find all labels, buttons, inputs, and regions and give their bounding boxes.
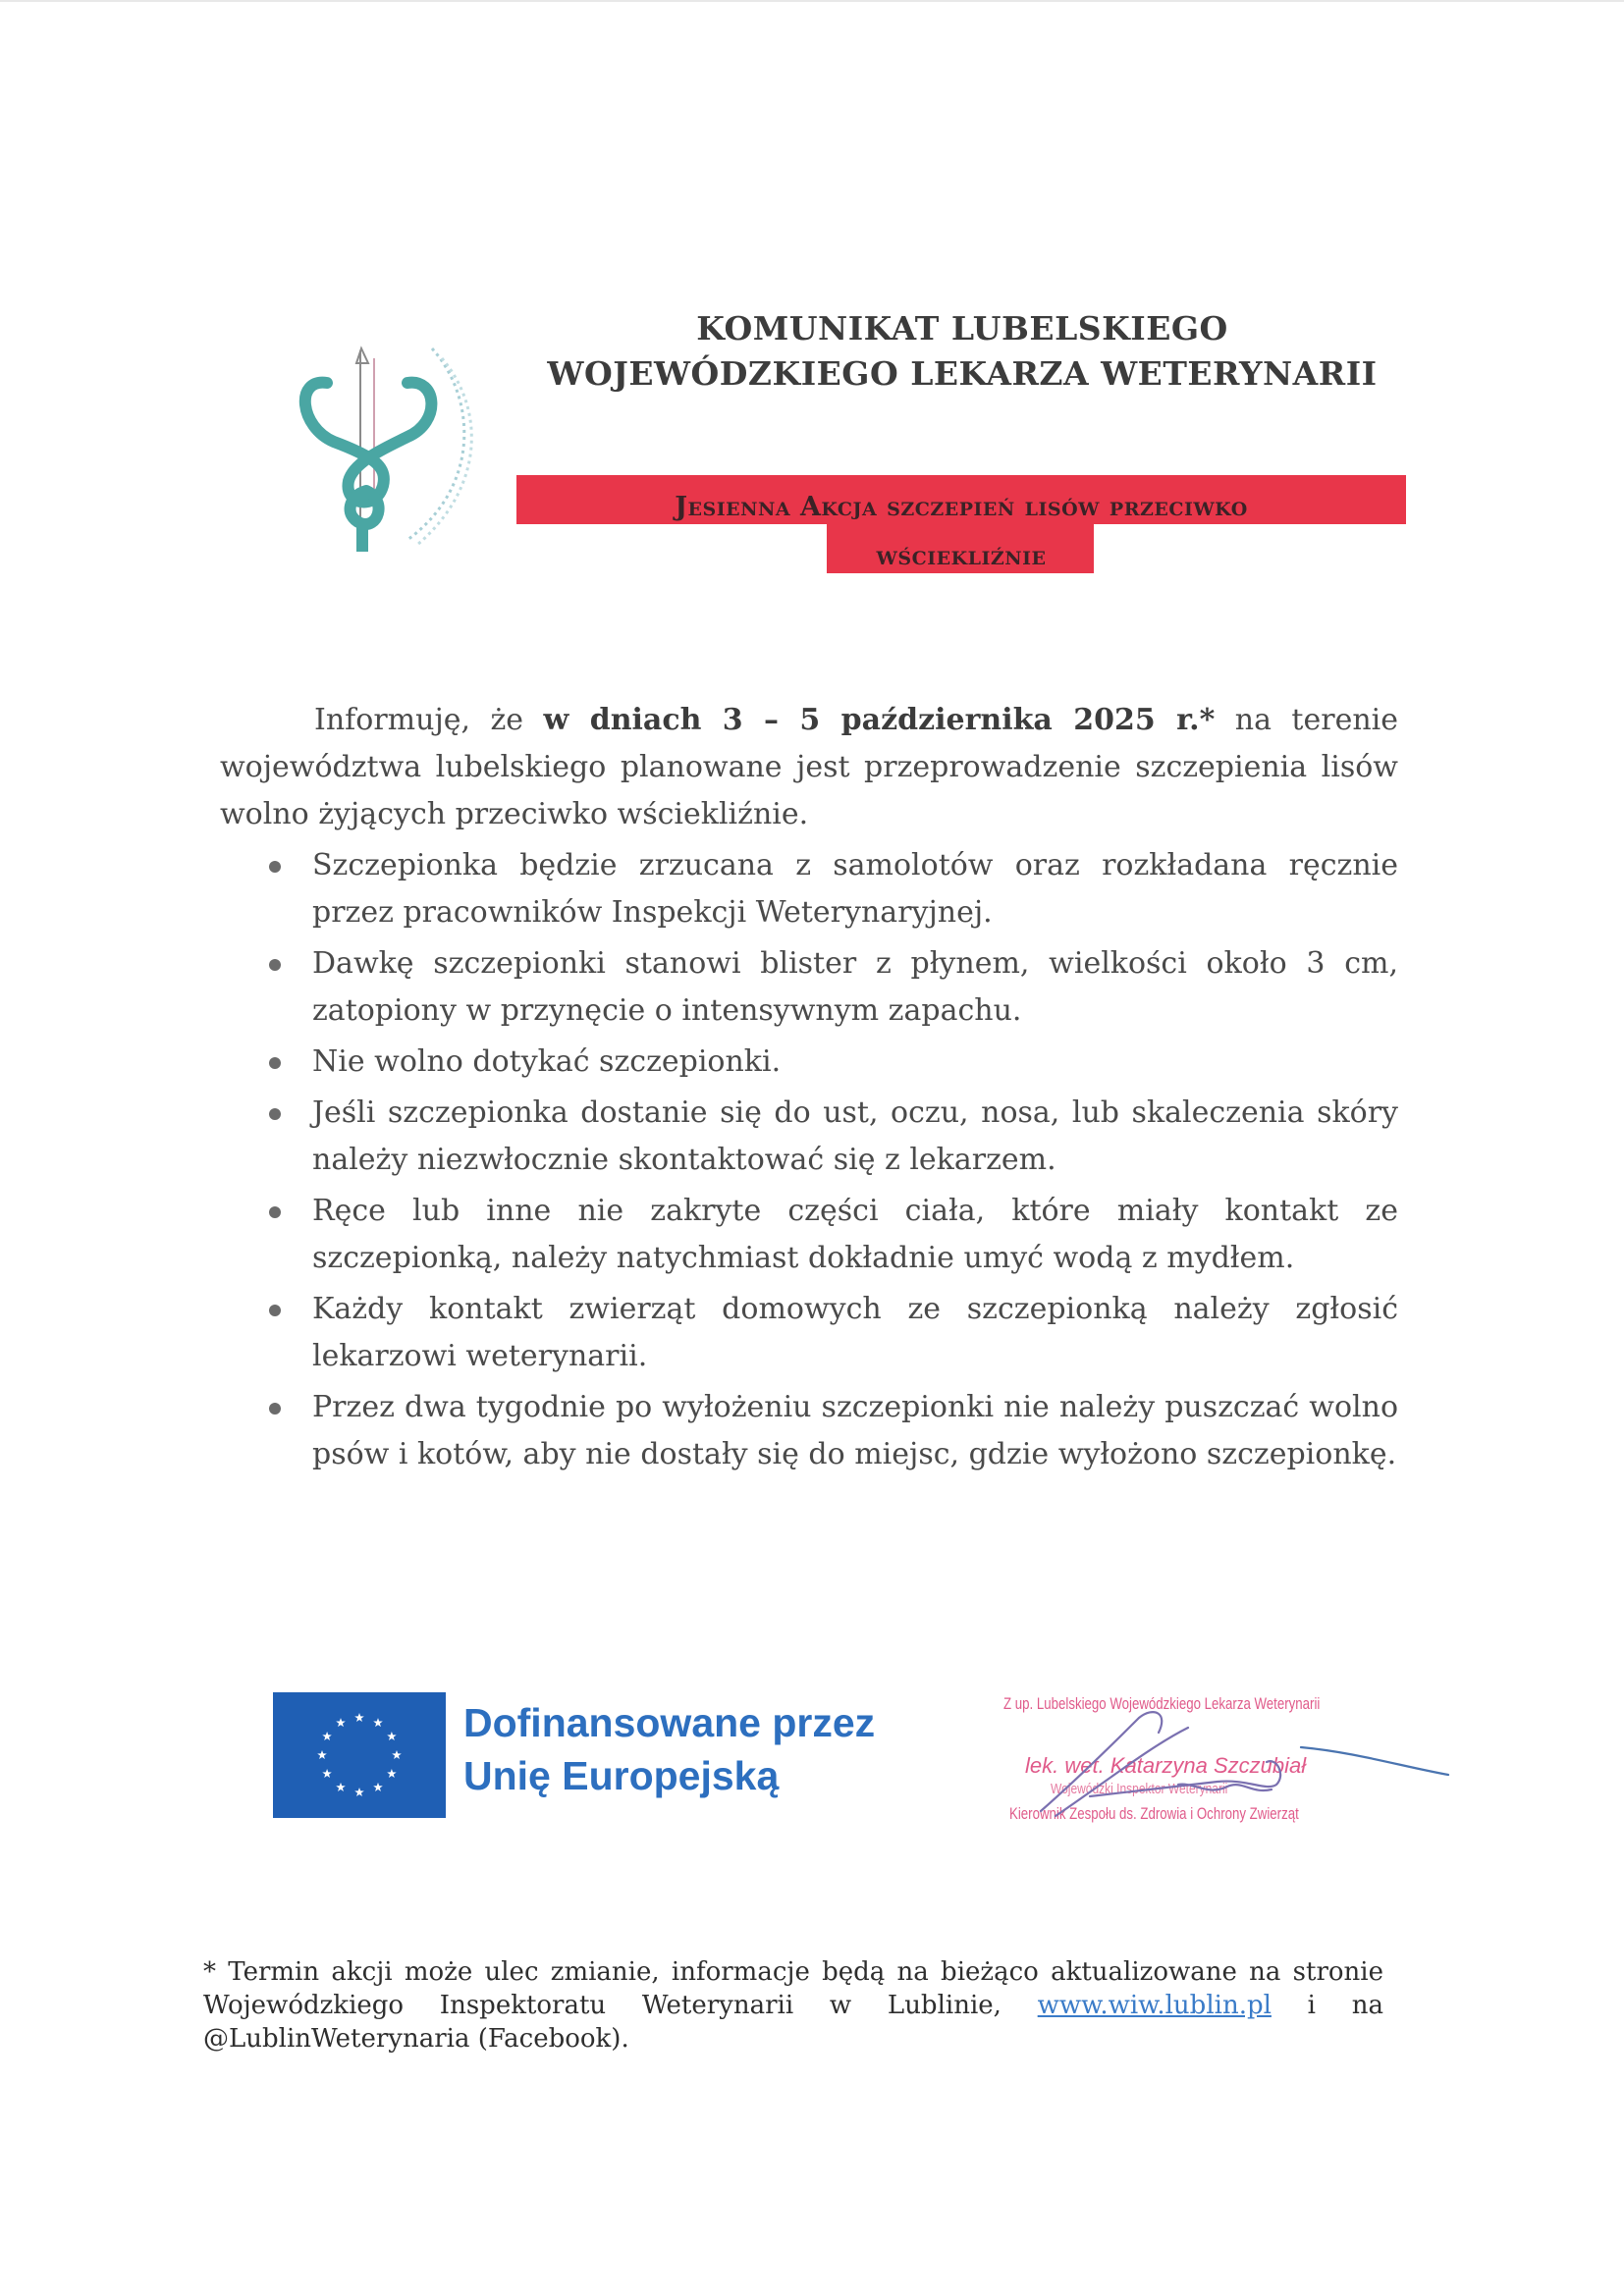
stamp-name: lek. wet. Katarzyna Szczubiał [1025, 1753, 1307, 1778]
eu-flag-icon [273, 1692, 446, 1818]
bullet-icon [269, 1206, 281, 1218]
eu-line-2: Unię Europejską [463, 1753, 780, 1798]
caduceus-logo-icon [250, 339, 486, 555]
bullet-icon [269, 1108, 281, 1120]
list-item-text: Każdy kontakt zwierząt domowych ze szczepionką należy zgłosić lekarzowi weterynarii. [312, 1292, 1398, 1373]
bullet-icon [269, 1403, 281, 1415]
stamp-position: Kierownik Zespołu ds. Zdrowia i Ochrony Zwierząt [1009, 1804, 1299, 1823]
bullet-icon [269, 861, 281, 873]
stamp-authority: Z up. Lubelskiego Wojewódzkiego Lekarza Weterynarii [1003, 1694, 1321, 1713]
list-item-text: Jeśli szczepionka dostanie się do ust, oczu, nosa, lub skaleczenia skóry należy niezwłocznie skontaktować się z lekarzem. [312, 1095, 1398, 1177]
list-item [265, 1090, 1398, 1184]
intro-text: Informuję, że [314, 703, 544, 737]
bullet-icon [269, 959, 281, 971]
intro-text: na terenie województwa lubelskiego planowane jest przeprowadzenie szczepienia lisów wolno żyjących przeciwko wściekliźnie. [220, 703, 1398, 831]
list-item [265, 1286, 1398, 1380]
banner-line-2: wściekliźnie [876, 541, 1047, 571]
bullet-icon [269, 1057, 281, 1069]
intro-paragraph [220, 697, 1398, 838]
official-stamp [982, 1688, 1453, 1836]
scan-edge [0, 0, 1624, 2]
footnote [203, 1955, 1383, 2056]
intro-date: w dniach 3 – 5 października 2025 r.* [543, 703, 1216, 737]
signature-icon [982, 1688, 1453, 1836]
stamp-title: Wojewódzki Inspektor Weterynarii [1051, 1781, 1228, 1797]
page-title [530, 306, 1394, 397]
footnote-text: i na @LublinWeterynaria (Facebook). [203, 1991, 1383, 2054]
list-item-text: Przez dwa tygodnie po wyłożeniu szczepionki nie należy puszczać wolno psów i kotów, aby nie dostały się do miejsc, gdzie wyłożono szczepionkę. [312, 1390, 1398, 1471]
title-line-1: KOMUNIKAT LUBELSKIEGO [696, 309, 1228, 347]
campaign-banner [511, 483, 1412, 581]
list-item [265, 1384, 1398, 1478]
bullet-icon [269, 1305, 281, 1316]
instruction-list [220, 842, 1398, 1478]
banner-line-1: Jesienna Akcja szczepień lisów przeciwko [675, 492, 1248, 522]
footnote-text: * Termin akcji może ulec zmianie, informacje będą na bieżąco aktualizowane na stronie Wojewódzkiego Inspektoratu Weterynarii w Lublinie, [203, 1957, 1383, 2020]
announcement-body [220, 697, 1398, 1482]
list-item [265, 1188, 1398, 1282]
eu-funding-label [463, 1696, 875, 1802]
eu-line-1: Dofinansowane przez [463, 1700, 876, 1745]
website-link[interactable]: www.wiw.lublin.pl [1037, 1991, 1272, 2020]
staff-base [356, 520, 368, 552]
list-item [265, 940, 1398, 1035]
list-item [265, 842, 1398, 936]
list-item-text: Szczepionka będzie zrzucana z samolotów oraz rozkładana ręcznie przez pracowników Inspekcji Weterynaryjnej. [312, 848, 1398, 930]
list-item [265, 1039, 1398, 1086]
list-item-text: Ręce lub inne nie zakryte części ciała, które miały kontakt ze szczepionką, należy natychmiast dokładnie umyć wodą z mydłem. [312, 1194, 1398, 1275]
serpents [305, 383, 432, 524]
list-item-text: Dawkę szczepionki stanowi blister z płynem, wielkości około 3 cm, zatopiony w przynęcie o intensywnym zapachu. [312, 946, 1398, 1028]
list-item-text: Nie wolno dotykać szczepionki. [312, 1044, 782, 1079]
title-line-2: WOJEWÓDZKIEGO LEKARZA WETERYNARII [547, 354, 1378, 393]
